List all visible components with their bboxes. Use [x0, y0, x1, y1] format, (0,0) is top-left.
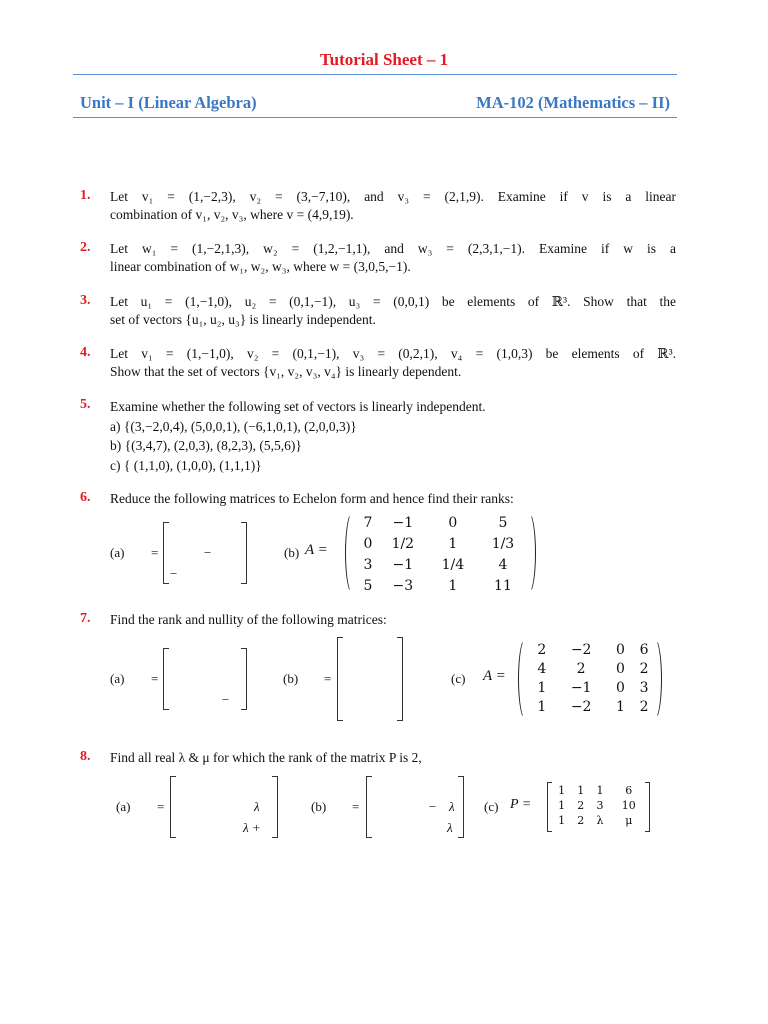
matrix-row [358, 575, 528, 596]
question-8-part-c-equals: P = [510, 797, 532, 812]
matrix-cell: 0 [615, 641, 625, 658]
matrix-cell: 2 [639, 660, 649, 677]
question-6-a-minus-2: − [169, 566, 178, 581]
question-7-b-left-bracket [337, 637, 343, 721]
matrix-cell: 3 [639, 679, 649, 696]
matrix-cell: 1 [596, 784, 604, 797]
question-2-line-2: linear combination of w₁, w₂, w₃, where w = (3,0,5,−1). [110, 258, 411, 274]
top-divider [73, 74, 677, 75]
matrix-cell: 1 [577, 784, 585, 797]
question-7-a-minus: − [221, 692, 230, 707]
matrix-cell: −1 [392, 556, 414, 573]
matrix-row [552, 813, 648, 828]
question-7-part-a-label: (a) [110, 671, 125, 686]
matrix-cell: −2 [570, 698, 592, 715]
question-8-part-c-label: (c) [484, 799, 499, 814]
question-6-a-minus: − [203, 545, 212, 560]
question-7-part-b-equals: = [324, 671, 332, 686]
question-8-matrix-p [552, 783, 648, 828]
question-7-intro: Find the rank and nullity of the following matrices: [110, 612, 387, 627]
question-5 [110, 397, 676, 475]
matrix-cell: λ [596, 814, 604, 827]
question-8-number: 8. [80, 749, 91, 764]
matrix-cell: 1 [558, 784, 566, 797]
question-5-set-c: c) { (1,1,0), (1,0,0), (1,1,1)} [110, 457, 262, 473]
matrix-cell: 1/3 [491, 535, 515, 552]
matrix-cell: 5 [498, 514, 508, 531]
question-3 [110, 293, 676, 328]
matrix-cell: 2 [577, 799, 585, 812]
question-8-b-lambda-2: λ [447, 820, 453, 835]
question-7-number: 7. [80, 611, 91, 626]
question-8-b-lambda-1: λ [449, 799, 455, 814]
matrix-cell: 6 [625, 784, 633, 797]
matrix-row [552, 798, 648, 813]
question-8-b-left-bracket [366, 776, 372, 838]
matrix-cell: 7 [363, 514, 373, 531]
course-heading: MA-102 (Mathematics – II) [476, 93, 670, 112]
matrix-cell: 11 [494, 577, 512, 594]
question-1-line-1: Let v₁ = (1,−2,3), v₂ = (3,−7,10), and v₃ = (2,1,9). Examine if v is a linear [110, 189, 676, 204]
matrix-row [358, 512, 528, 533]
question-8-part-b-label: (b) [311, 799, 327, 814]
question-3-number: 3. [80, 293, 91, 308]
matrix-cell: 1 [615, 698, 625, 715]
question-6-part-a-equals: = [151, 545, 159, 560]
matrix-cell: 1 [448, 577, 458, 594]
question-6-part-a-label: (a) [110, 545, 125, 560]
question-3-line-2: set of vectors {u₁, u₂, u₃} is linearly independent. [110, 311, 376, 327]
question-7-b-right-bracket [397, 637, 403, 721]
matrix-cell: 2 [639, 698, 649, 715]
matrix-cell: −1 [392, 514, 414, 531]
question-4 [110, 345, 676, 380]
matrix-cell: 0 [363, 535, 373, 552]
unit-heading: Unit – I (Linear Algebra) [80, 93, 257, 112]
question-1 [110, 188, 676, 223]
question-7-part-c-equals: A = [483, 668, 506, 684]
question-8-a-lambda-plus: λ + [243, 820, 261, 835]
matrix-cell: 2 [576, 660, 586, 677]
question-7-part-c-label: (c) [451, 671, 466, 686]
matrix-row [552, 783, 648, 798]
question-5-set-a: a) {(3,−2,0,4), (5,0,0,1), (−6,1,0,1), (2,0,0,3)} [110, 418, 357, 434]
question-7-a-left-bracket [163, 648, 169, 710]
matrix-row [530, 697, 656, 716]
question-8-a-right-bracket [272, 776, 278, 838]
question-7-c-right-paren [647, 638, 662, 720]
question-6-matrix-b [358, 512, 528, 596]
question-2-number: 2. [80, 240, 91, 255]
question-8-part-a-label: (a) [116, 799, 131, 814]
question-4-number: 4. [80, 345, 91, 360]
matrix-cell: 4 [498, 556, 508, 573]
matrix-cell: 1 [448, 535, 458, 552]
question-7-a-right-bracket [241, 648, 247, 710]
matrix-cell: 3 [596, 799, 604, 812]
question-2-line-1: Let w₁ = (1,−2,1,3), w₂ = (1,2,−1,1), and w₃ = (2,3,1,−1). Examine if w is a [110, 241, 676, 256]
question-8-b-minus: − [428, 799, 437, 814]
matrix-cell: 5 [363, 577, 373, 594]
matrix-row [530, 678, 656, 697]
matrix-cell: 1 [537, 679, 547, 696]
question-6-intro: Reduce the following matrices to Echelon form and hence find their ranks: [110, 491, 514, 506]
question-8-part-b-equals: = [352, 799, 360, 814]
question-4-line-1: Let v₁ = (1,−1,0), v₂ = (0,1,−1), v₃ = (0,2,1), v₄ = (1,0,3) be elements of ℝ³. [110, 346, 676, 361]
question-6-a-right-bracket [241, 522, 247, 584]
sheet-title: Tutorial Sheet – 1 [319, 50, 449, 69]
matrix-cell: 1 [537, 698, 547, 715]
question-5-set-b: b) {(3,4,7), (2,0,3), (8,2,3), (5,5,6)} [110, 438, 302, 453]
question-7-part-a-equals: = [151, 671, 159, 686]
question-8-part-a-equals: = [157, 799, 165, 814]
question-6-b-right-paren [521, 512, 536, 594]
matrix-cell: 10 [621, 799, 636, 812]
matrix-cell: 0 [615, 679, 625, 696]
matrix-cell: 4 [537, 660, 547, 677]
question-8-a-lambda: λ [254, 799, 260, 814]
matrix-row [358, 533, 528, 554]
matrix-cell: 2 [577, 814, 585, 827]
matrix-cell: 1/4 [441, 556, 465, 573]
question-8-c-right-bracket [645, 782, 650, 832]
matrix-cell: 3 [363, 556, 373, 573]
question-7-part-b-label: (b) [283, 671, 299, 686]
matrix-row [358, 554, 528, 575]
question-4-line-2: Show that the set of vectors {v₁, v₂, v₃, v₄} is linearly dependent. [110, 363, 462, 379]
matrix-cell: 0 [615, 660, 625, 677]
matrix-cell: μ [625, 814, 633, 827]
matrix-cell: −2 [570, 641, 592, 658]
question-5-intro: Examine whether the following set of vectors is linearly independent. [110, 399, 486, 414]
question-6-part-b-equals: A = [305, 542, 328, 558]
matrix-cell: 0 [448, 514, 458, 531]
header-divider [73, 117, 677, 118]
question-8-intro: Find all real λ & μ for which the rank of the matrix P is 2, [110, 750, 422, 765]
question-6-number: 6. [80, 490, 91, 505]
matrix-cell: −3 [392, 577, 414, 594]
question-2 [110, 240, 676, 275]
matrix-row [530, 640, 656, 659]
question-6-part-b-label: (b) [284, 545, 300, 560]
matrix-cell: 1 [558, 814, 566, 827]
question-8-a-left-bracket [170, 776, 176, 838]
question-1-line-2: combination of v₁, v₂, v₃, where v = (4,9,19). [110, 206, 354, 222]
matrix-cell: 1/2 [391, 535, 415, 552]
question-3-line-1: Let u₁ = (1,−1,0), u₂ = (0,1,−1), u₃ = (0,0,1) be elements of ℝ³. Show that the [110, 294, 676, 309]
matrix-cell: 2 [537, 641, 547, 658]
matrix-row [530, 659, 656, 678]
question-5-number: 5. [80, 397, 91, 412]
question-1-number: 1. [80, 188, 91, 203]
question-7-matrix-c [530, 640, 656, 716]
matrix-cell: −1 [570, 679, 592, 696]
matrix-cell: 6 [639, 641, 649, 658]
question-8-b-right-bracket [458, 776, 464, 838]
matrix-cell: 1 [558, 799, 566, 812]
